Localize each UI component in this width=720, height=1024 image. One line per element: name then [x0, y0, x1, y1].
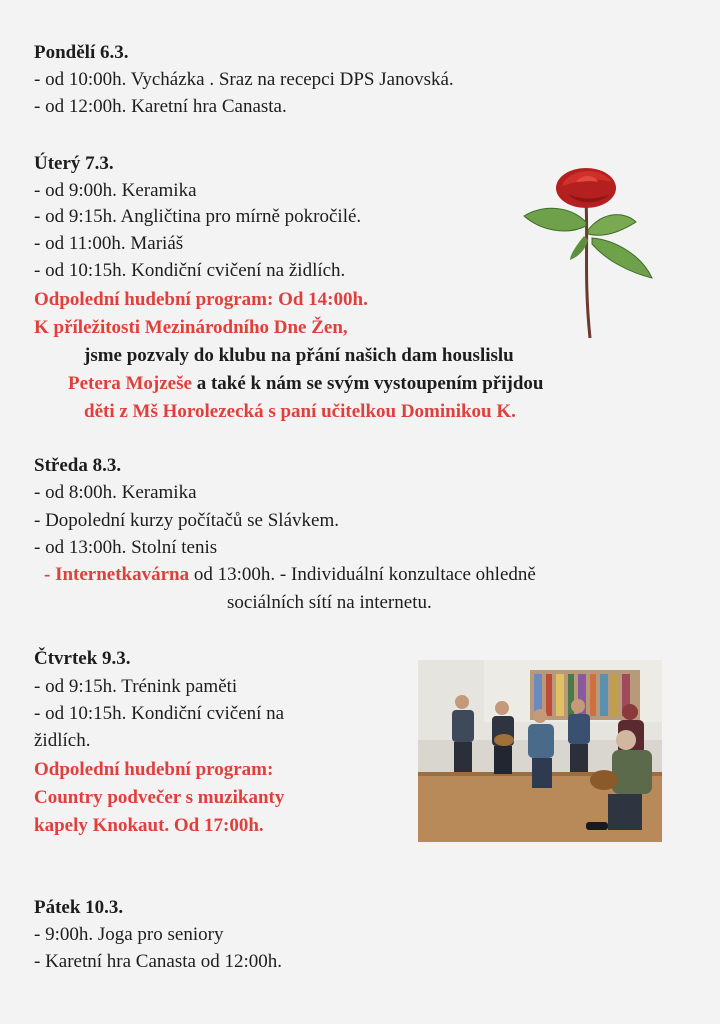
thursday-item: - od 10:15h. Kondiční cvičení na — [34, 703, 285, 724]
tuesday-program-line: Odpolední hudební program: Od 14:00h. — [34, 289, 368, 310]
tuesday-heading: Úterý 7.3. — [34, 153, 114, 174]
internet-cafe-label: - Internetkavárna — [44, 564, 190, 585]
thursday-program-line: Odpolední hudební program: — [34, 759, 274, 780]
tuesday-item: - od 9:15h. Angličtina pro mírně pokročilé. — [34, 206, 362, 227]
tuesday-item: - od 11:00h. Mariáš — [34, 233, 184, 254]
internet-cafe-line — [44, 564, 536, 586]
friday-heading: Pátek 10.3. — [34, 897, 124, 918]
thursday-program-line: Country podvečer s muzikanty — [34, 787, 285, 808]
thursday-item: židlích. — [34, 730, 91, 751]
thursday-heading: Čtvrtek 9.3. — [34, 648, 131, 669]
internet-cafe-line2: sociálních sítí na internetu. — [227, 592, 432, 613]
wednesday-heading: Středa 8.3. — [34, 455, 122, 476]
tuesday-program-line: K příležitosti Mezinárodního Dne Žen, — [34, 317, 348, 338]
wednesday-item: - Dopolední kurzy počítačů se Slávkem. — [34, 510, 339, 531]
performer-name: Petera Mojzeše — [68, 373, 192, 394]
friday-item: - 9:00h. Joga pro seniory — [34, 924, 224, 945]
internet-cafe-rest: od 13:00h. - Individuální konzultace ohledně — [189, 564, 536, 585]
wednesday-item: - od 13:00h. Stolní tenis — [34, 537, 218, 558]
tuesday-program-line: děti z Mš Horolezecká s paní učitelkou Dominikou K. — [84, 401, 516, 422]
monday-item: - od 12:00h. Karetní hra Canasta. — [34, 96, 287, 117]
band-photo — [418, 660, 662, 842]
tuesday-item: - od 10:15h. Kondiční cvičení na židlích. — [34, 260, 346, 281]
wednesday-item: - od 8:00h. Keramika — [34, 482, 197, 503]
monday-heading: Pondělí 6.3. — [34, 42, 129, 63]
tuesday-item: - od 9:00h. Keramika — [34, 180, 197, 201]
friday-item: - Karetní hra Canasta od 12:00h. — [34, 951, 282, 972]
monday-item: - od 10:00h. Vycházka . Sraz na recepci DPS Janovská. — [34, 69, 454, 90]
thursday-item: - od 9:15h. Trénink paměti — [34, 676, 238, 697]
tuesday-program-line: jsme pozvaly do klubu na přání našich dam houslislu — [84, 345, 514, 366]
thursday-program-line: kapely Knokaut. Od 17:00h. — [34, 815, 264, 836]
rose-illustration — [518, 160, 658, 340]
tuesday-program-line — [68, 373, 543, 395]
performer-rest: a také k nám se svým vystoupením přijdou — [191, 373, 544, 394]
